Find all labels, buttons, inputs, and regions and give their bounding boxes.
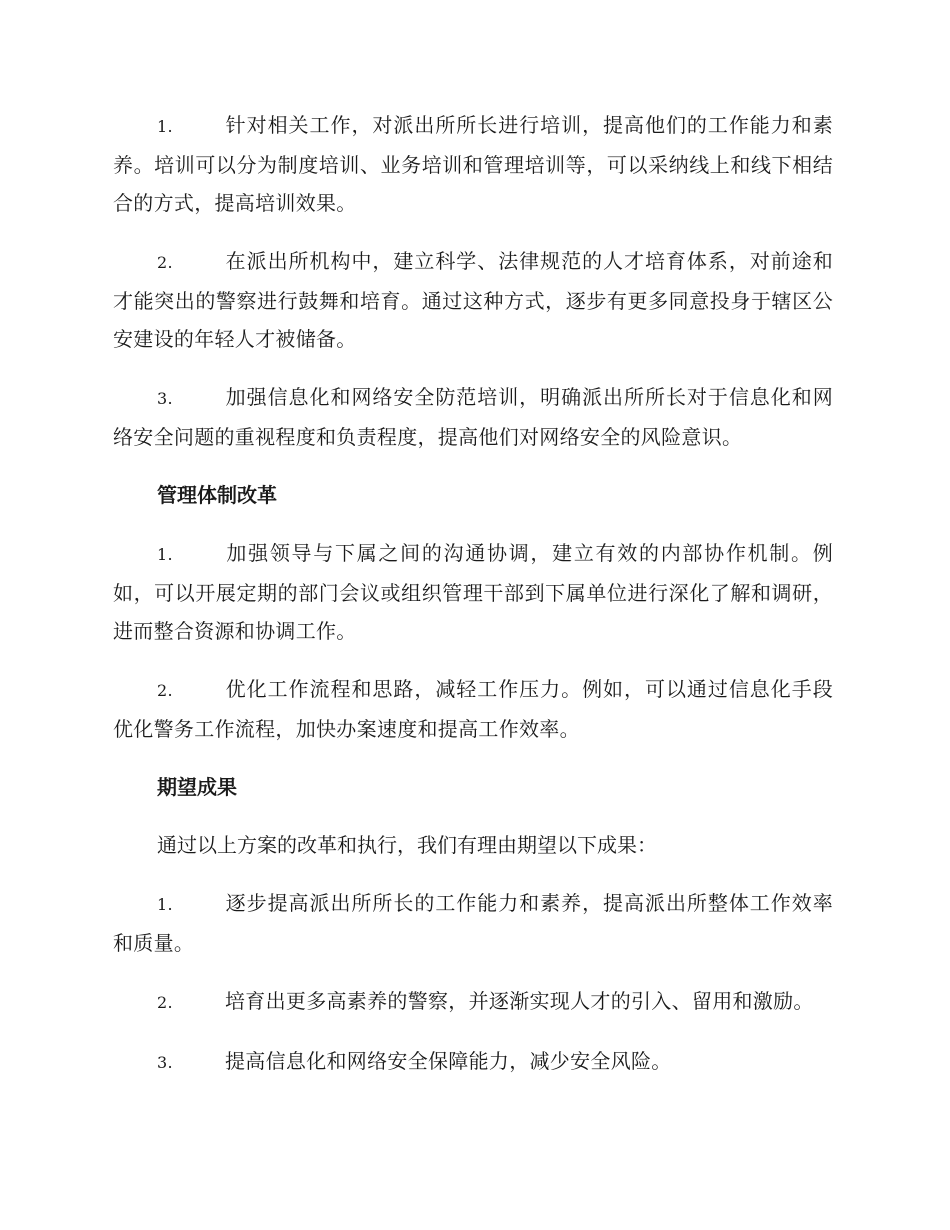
list-item [113, 106, 833, 222]
list-number: 1. [157, 545, 173, 564]
list-text: 针对相关工作，对派出所所长进行培训，提高他们的工作能力和素养。培训可以分为制度培训、业务培训和管理培训等，可以采纳线上和线下相结合的方式，提高培训效果。 [113, 113, 833, 215]
intro-paragraph: 通过以上方案的改革和执行，我们有理由期望以下成果： [157, 833, 657, 857]
list-text: 加强领导与下属之间的沟通协调，建立有效的内部协作机制。例如，可以开展定期的部门会议或组织管理干部到下属单位进行深化了解和调研，进而整合资源和协调工作。 [113, 541, 833, 643]
list-text: 优化工作流程和思路，减轻工作压力。例如，可以通过信息化手段优化警务工作流程，加快办案速度和提高工作效率。 [113, 677, 833, 741]
list-item [113, 1042, 833, 1082]
list-item [113, 670, 833, 748]
list-number: 1. [157, 117, 173, 136]
section-heading-expected: 期望成果 [157, 775, 237, 799]
list-item [113, 378, 833, 456]
section-heading-management: 管理体制改革 [157, 483, 277, 507]
list-number: 2. [157, 681, 173, 700]
list-text: 加强信息化和网络安全防范培训，明确派出所所长对于信息化和网络安全问题的重视程度和负责程度，提高他们对网络安全的风险意识。 [113, 385, 833, 449]
list-number: 3. [157, 389, 173, 408]
list-text: 培育出更多高素养的警察，并逐渐实现人才的引入、留用和激励。 [225, 989, 814, 1013]
list-text: 提高信息化和网络安全保障能力，减少安全风险。 [225, 1049, 672, 1073]
document-page [113, 106, 833, 1102]
list-item [113, 884, 833, 962]
list-item [113, 534, 833, 650]
list-text: 在派出所机构中，建立科学、法律规范的人才培育体系，对前途和才能突出的警察进行鼓舞和培育。通过这种方式，逐步有更多同意投身于辖区公安建设的年轻人才被储备。 [113, 249, 833, 351]
list-item [113, 982, 833, 1022]
list-number: 1. [157, 895, 173, 914]
list-number: 3. [157, 1053, 173, 1072]
list-number: 2. [157, 993, 173, 1012]
list-number: 2. [157, 253, 173, 272]
list-item [113, 242, 833, 358]
list-text: 逐步提高派出所所长的工作能力和素养，提高派出所整体工作效率和质量。 [113, 891, 833, 955]
